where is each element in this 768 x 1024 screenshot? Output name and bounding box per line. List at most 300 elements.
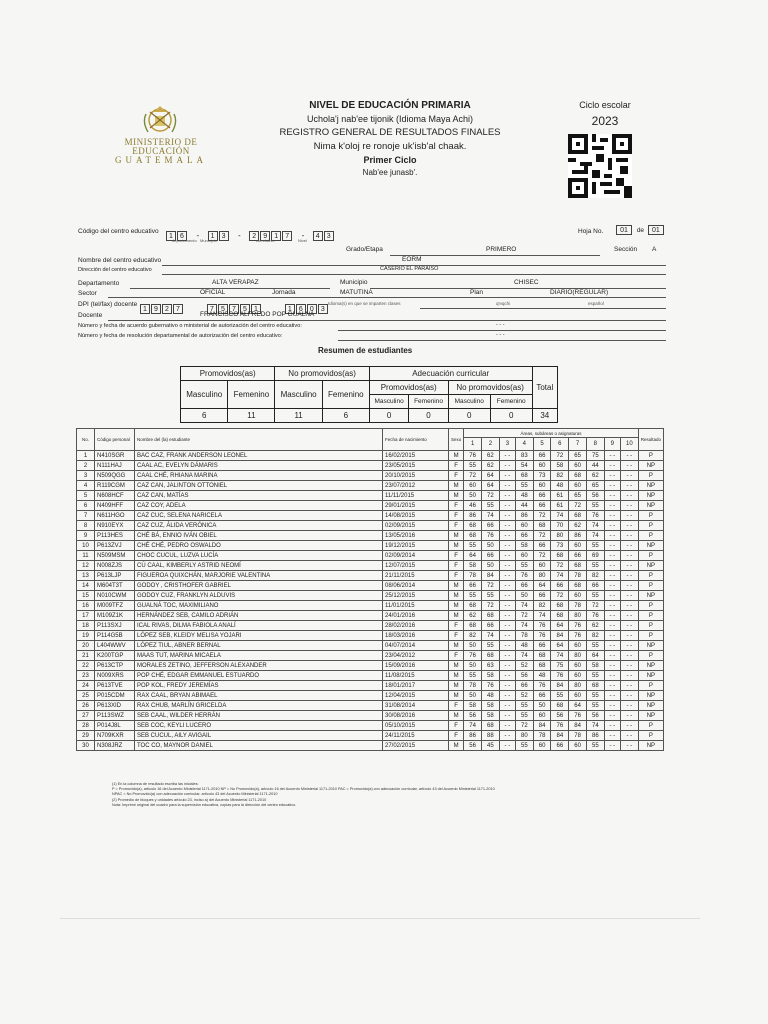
table-cell: 56 [586, 491, 604, 501]
table-cell: 48 [515, 491, 533, 501]
table-cell: 15 [77, 591, 95, 601]
table-cell: P015CDM [95, 691, 135, 701]
table-cell: M [449, 711, 464, 721]
jornada-value: MATUTINA [340, 289, 373, 296]
table-cell: - - [499, 471, 515, 481]
table-cell: 21/11/2015 [383, 571, 449, 581]
table-cell: 84 [551, 731, 569, 741]
table-cell: - - [604, 491, 620, 501]
table-cell: M604T3T [95, 581, 135, 591]
table-cell: N308JRZ [95, 741, 135, 751]
table-cell: 48 [551, 481, 569, 491]
table-cell: 62 [586, 471, 604, 481]
table-cell: - - [604, 651, 620, 661]
table-row [77, 471, 664, 481]
table-cell: M [449, 531, 464, 541]
table-cell: 74 [515, 651, 533, 661]
table-cell: 76 [569, 621, 587, 631]
table-cell: 16/02/2015 [383, 451, 449, 461]
table-cell: 74 [551, 571, 569, 581]
table-cell: 50 [533, 701, 551, 711]
table-cell: - - [620, 541, 638, 551]
table-cell: F [449, 561, 464, 571]
table-cell: P113SWZ [95, 711, 135, 721]
table-cell: 72 [551, 561, 569, 571]
table-cell: 68 [515, 471, 533, 481]
table-cell: 62 [586, 621, 604, 631]
table-cell: M [449, 491, 464, 501]
header-ciclo-maya: Nab'ee junasb'. [362, 168, 418, 177]
table-cell: - - [604, 451, 620, 461]
table-cell: - - [499, 631, 515, 641]
table-cell: 76 [533, 681, 551, 691]
table-cell: - - [499, 531, 515, 541]
table-cell: 55 [515, 561, 533, 571]
table-cell: - - [604, 701, 620, 711]
table-cell: R119CGM [95, 481, 135, 491]
table-cell: 66 [551, 741, 569, 751]
table-cell: 68 [551, 611, 569, 621]
table-cell: - - [620, 491, 638, 501]
table-cell: GODOY , CRISTHOFER GABRIEL [135, 581, 383, 591]
table-cell: - - [499, 691, 515, 701]
table-cell: 66 [586, 581, 604, 591]
table-cell: - - [499, 501, 515, 511]
table-cell: 61 [551, 491, 569, 501]
table-cell: 55 [586, 541, 604, 551]
table-cell: 70 [551, 521, 569, 531]
table-cell: 68 [569, 511, 587, 521]
table-row [77, 681, 664, 691]
table-cell: - - [620, 661, 638, 671]
table-row [77, 561, 664, 571]
table-row [77, 731, 664, 741]
table-cell: NP [638, 541, 663, 551]
table-cell: - - [620, 631, 638, 641]
table-cell: 28/02/2016 [383, 621, 449, 631]
table-cell: N910EYX [95, 521, 135, 531]
table-cell: - - [604, 621, 620, 631]
table-cell: 88 [482, 731, 500, 741]
table-cell: 16 [77, 601, 95, 611]
table-cell: 75 [586, 451, 604, 461]
table-cell: 68 [569, 471, 587, 481]
table-row [77, 671, 664, 681]
table-cell: 55 [515, 481, 533, 491]
table-cell: 68 [533, 521, 551, 531]
table-cell: - - [499, 521, 515, 531]
table-cell: 60 [533, 561, 551, 571]
table-cell: LÓPEZ SEB, KLEIDY MELISA YOJARI [135, 631, 383, 641]
table-cell: 76 [551, 721, 569, 731]
table-cell: - - [604, 591, 620, 601]
table-cell: N509MSM [95, 551, 135, 561]
table-cell: 56 [551, 711, 569, 721]
table-cell: - - [620, 711, 638, 721]
table-cell: 58 [464, 701, 482, 711]
table-cell: 02/09/2014 [383, 551, 449, 561]
table-cell: 44 [515, 501, 533, 511]
table-cell: N009XRS [95, 671, 135, 681]
table-cell: - - [620, 571, 638, 581]
table-cell: 3 [77, 471, 95, 481]
table-cell: 10 [77, 541, 95, 551]
area-column-header: 2 [482, 438, 500, 451]
table-row [77, 741, 664, 751]
table-cell: F [449, 511, 464, 521]
table-cell: 27 [77, 711, 95, 721]
table-cell: NP [638, 501, 663, 511]
table-cell: FIGUEROA QUIXCHÁN, MARJORIE VALENTINA [135, 571, 383, 581]
table-cell: N611HGO [95, 511, 135, 521]
table-cell: 80 [533, 571, 551, 581]
table-cell: 21 [77, 651, 95, 661]
table-cell: 55 [586, 701, 604, 711]
table-cell: 55 [586, 501, 604, 511]
table-cell: M [449, 451, 464, 461]
table-cell: 55 [515, 741, 533, 751]
table-cell: NP [638, 461, 663, 471]
table-cell: F [449, 471, 464, 481]
table-cell: 60 [533, 481, 551, 491]
table-cell: 82 [586, 571, 604, 581]
table-cell: 22 [77, 661, 95, 671]
table-cell: - - [604, 511, 620, 521]
table-cell: N410SGR [95, 451, 135, 461]
table-cell: - - [499, 741, 515, 751]
table-cell: M [449, 581, 464, 591]
table-cell: 29 [77, 731, 95, 741]
table-row [77, 591, 664, 601]
table-cell: 76 [482, 681, 500, 691]
table-cell: P [638, 471, 663, 481]
table-cell: 82 [464, 631, 482, 641]
table-cell: 18/01/2017 [383, 681, 449, 691]
table-cell: 20/10/2015 [383, 471, 449, 481]
table-cell: CAZ CUZ, ÁLIDA VERÓNICA [135, 521, 383, 531]
table-cell: 84 [482, 571, 500, 581]
table-row [77, 661, 664, 671]
table-cell: 66 [551, 581, 569, 591]
table-cell: CÚ CAAL, KIMBERLY ASTRID NEOMÍ [135, 561, 383, 571]
table-cell: 64 [586, 651, 604, 661]
table-cell: 61 [551, 501, 569, 511]
centro-value: EORM [402, 256, 422, 263]
table-cell: CHÉ CHÉ, PEDRO OSWALDO [135, 541, 383, 551]
table-cell: 58 [482, 711, 500, 721]
ciclo-escolar: Ciclo escolar 2023 [560, 100, 650, 128]
table-cell: P [638, 551, 663, 561]
area-column-header: 1 [464, 438, 482, 451]
table-cell: 68 [551, 601, 569, 611]
table-cell: CAZ CUC, SELENA NARICELA [135, 511, 383, 521]
table-cell: 72 [482, 581, 500, 591]
table-cell: - - [499, 451, 515, 461]
table-cell: 6 [77, 501, 95, 511]
table-cell: 25 [77, 691, 95, 701]
table-cell: - - [499, 611, 515, 621]
table-cell: 12/07/2015 [383, 561, 449, 571]
table-cell: F [449, 651, 464, 661]
table-cell: 7 [77, 511, 95, 521]
table-cell: 15/09/2016 [383, 661, 449, 671]
table-cell: 50 [482, 541, 500, 551]
table-cell: 72 [515, 611, 533, 621]
table-cell: 50 [464, 641, 482, 651]
table-cell: P [638, 451, 663, 461]
docente-value: FRANCISCO ALFREDO POP GUALNÁ [200, 311, 315, 318]
table-cell: 76 [464, 451, 482, 461]
table-cell: - - [620, 451, 638, 461]
table-row [77, 551, 664, 561]
table-row [77, 451, 664, 461]
table-cell: 68 [482, 611, 500, 621]
codigo-boxes: 1 6 - 1 3 - 2 9 1 7 - 4 3 [166, 225, 335, 243]
table-cell: GUALNÁ TOC, MAXIMILIANO [135, 601, 383, 611]
table-cell: - - [604, 601, 620, 611]
table-cell: 19 [77, 631, 95, 641]
table-cell: 82 [551, 471, 569, 481]
table-cell: 60 [515, 521, 533, 531]
table-cell: N409HFF [95, 501, 135, 511]
table-cell: 4 [77, 481, 95, 491]
table-cell: 86 [515, 511, 533, 521]
table-cell: - - [620, 551, 638, 561]
table-cell: - - [620, 511, 638, 521]
table-cell: 56 [586, 711, 604, 721]
table-cell: 64 [482, 481, 500, 491]
resumen-table: Promovidos(as) No promovidos(as) Adecuación curricular Total Masculino Femenino Masculino Femenino Promovidos(as) No promovidos(as) Masculino Femenino Masculino Femenino 6 11 11 6 0 0 0 0 34 [180, 366, 558, 423]
table-cell: - - [620, 671, 638, 681]
table-cell: 78 [515, 631, 533, 641]
area-column-header: 10 [620, 438, 638, 451]
table-cell: P [638, 601, 663, 611]
table-cell: 19/12/2015 [383, 541, 449, 551]
table-cell: 55 [464, 461, 482, 471]
table-cell: - - [499, 581, 515, 591]
table-cell: 56 [464, 711, 482, 721]
table-cell: - - [620, 501, 638, 511]
municipio-value: CHISEC [514, 279, 539, 286]
table-cell: - - [620, 601, 638, 611]
table-cell: M [449, 541, 464, 551]
table-cell: NP [638, 661, 663, 671]
table-cell: - - [604, 691, 620, 701]
table-cell: 60 [569, 661, 587, 671]
table-cell: P [638, 621, 663, 631]
table-cell: - - [604, 731, 620, 741]
table-cell: 72 [533, 551, 551, 561]
table-row [77, 511, 664, 521]
table-cell: 55 [515, 701, 533, 711]
table-cell: NP [638, 591, 663, 601]
table-cell: P613TVE [95, 681, 135, 691]
table-cell: - - [620, 621, 638, 631]
table-row [77, 701, 664, 711]
table-cell: 68 [464, 521, 482, 531]
table-cell: 23/05/2015 [383, 461, 449, 471]
table-cell: 84 [551, 631, 569, 641]
table-cell: CHÉ BÁ, ENNIO IVÁN OBIEL [135, 531, 383, 541]
table-cell: 72 [482, 601, 500, 611]
table-cell: - - [604, 741, 620, 751]
table-cell: 11 [77, 551, 95, 561]
table-cell: M [449, 681, 464, 691]
table-row [77, 721, 664, 731]
table-cell: K200TGP [95, 651, 135, 661]
table-row [77, 461, 664, 471]
table-cell: 78 [569, 571, 587, 581]
table-cell: N509QGG [95, 471, 135, 481]
table-cell: 68 [464, 531, 482, 541]
table-cell: TOC CO, MAYNOR DANIEL [135, 741, 383, 751]
table-cell: 60 [569, 671, 587, 681]
table-cell: 24 [77, 681, 95, 691]
table-cell: - - [499, 601, 515, 611]
table-cell: 50 [482, 561, 500, 571]
table-cell: - - [620, 651, 638, 661]
table-cell: 76 [551, 671, 569, 681]
table-cell: F [449, 461, 464, 471]
table-cell: 83 [515, 451, 533, 461]
table-cell: 46 [464, 501, 482, 511]
table-cell: 60 [569, 591, 587, 601]
table-cell: 75 [551, 661, 569, 671]
table-cell: - - [604, 541, 620, 551]
table-cell: - - [499, 621, 515, 631]
table-cell: 27/02/2015 [383, 741, 449, 751]
table-cell: 74 [515, 601, 533, 611]
table-cell: - - [604, 581, 620, 591]
table-cell: 9 [77, 531, 95, 541]
table-cell: F [449, 631, 464, 641]
table-cell: 08/06/2014 [383, 581, 449, 591]
table-row [77, 711, 664, 721]
qr-code-icon [568, 134, 632, 198]
table-cell: 56 [515, 671, 533, 681]
table-cell: 55 [515, 711, 533, 721]
table-cell: P [638, 651, 663, 661]
table-cell: - - [604, 561, 620, 571]
table-cell: 76 [533, 621, 551, 631]
table-row [77, 481, 664, 491]
header-title: NIVEL DE EDUCACIÓN PRIMARIA [309, 100, 471, 111]
table-cell: 31/08/2014 [383, 701, 449, 711]
table-cell: - - [499, 491, 515, 501]
table-cell: - - [620, 461, 638, 471]
table-cell: 86 [569, 531, 587, 541]
table-cell: 55 [464, 671, 482, 681]
direccion-value: CASERIO EL PARAISO [380, 266, 439, 272]
table-cell: 66 [533, 641, 551, 651]
table-cell: 58 [482, 701, 500, 711]
table-cell: RAX CHUB, MARLÍN GRICELDA [135, 701, 383, 711]
table-cell: 18 [77, 621, 95, 631]
table-cell: - - [620, 581, 638, 591]
table-row [77, 571, 664, 581]
table-cell: 24/11/2015 [383, 731, 449, 741]
table-row [77, 621, 664, 631]
table-cell: CAAL AC, EVELYN DÁMARIS [135, 461, 383, 471]
table-cell: 82 [586, 631, 604, 641]
table-cell: 68 [533, 661, 551, 671]
table-cell: 64 [533, 581, 551, 591]
table-cell: 55 [464, 591, 482, 601]
table-cell: F [449, 731, 464, 741]
table-cell: 58 [482, 671, 500, 681]
table-cell: F [449, 551, 464, 561]
table-cell: 30 [77, 741, 95, 751]
table-cell: M009TFZ [95, 601, 135, 611]
table-cell: P [638, 681, 663, 691]
table-cell: F [449, 571, 464, 581]
table-cell: - - [499, 561, 515, 571]
students-table: No. Código personal Nombre del (la) estudiante Fecha de nacimiento Sexo Áreas, subáreas o asignaturas Resultado 1 2 3 4 5 6 7 8 9 10 1 N410SGR BAC CAZ, FRANK ANDERSON LEONEL 16/02/2015 M 76 62 - - 83 66 72 65 75 - - - - P 2 N111HAJ CAAL AC, EVELYN DÁMARIS 23/05/2015 F 55 62 - - 54 60 58 60 44 - - - - NP 3 N509QGG CAAL CHÉ, RHIANA MARINA 20/10/2015 F 72 64 - - 68 73 82 68 62 - - - - P 4 R119CGM CAZ CAN, JALINTON OTTONIEL 23/07/2012 M 60 64 - - 55 60 48 60 65 - - - - NP 5 N608HCF CAZ CAN, MATÍAS 11/11/2015 M 50 72 - - 48 66 61 65 56 - - - - NP 6 N409HFF CAZ COY, ADELA 29/01/2015 F 46 55 - - 44 66 61 72 55 - - - - NP 7 N611HGO CAZ CUC, SELENA NARICELA 14/08/2015 F 86 74 - - 86 72 74 68 76 - - - - P 8 N910EYX CAZ CUZ, ÁLIDA VERÓNICA 02/09/2015 F 68 66 - - 60 68 70 62 74 - - - - P 9 P113HES CHÉ BÁ, ENNIO IVÁN OBIEL 13/05/2016 M 68 76 - - 66 72 80 86 74 - - - - P 10 P613ZVJ CHÉ CHÉ, PEDRO OSWALDO 19/12/2015 M 55 50 - - 58 66 73 60 55 - - - - NP 11 N509MSM CHOC CUCUL, LUZVA LUCÍA 02/09/2014 F 64 66 - - 60 72 68 66 69 - - - - P 12 N008ZJS CÚ CAAL, KIMBERLY ASTRID NEOMÍ 12/07/2015 F 58 50 - - 55 60 72 68 55 - - - - NP 13 P613LJP FIGUEROA QUIXCHÁN, MARJORIE VALENTINA 21/11/2015 F 78 84 - - 76 80 74 78 82 - - - - P 14 M604T3T GODOY , CRISTHOFER GABRIEL 08/06/2014 M 66 72 - - 66 64 66 68 66 - - - - P 15 N010CWM GODOY CUZ, FRANKLYN ALDUVIS 25/12/2015 M 55 55 - - 50 66 72 60 55 - - - - NP 16 M009TFZ GUALNÁ TOC, MAXIMILIANO 11/01/2015 M 68 72 - - 74 82 68 78 72 - - - - P 17 M109Z1K HERNÁNDEZ SEB, CAMILO ADRIÁN 24/01/2016 M 62 68 - - 72 74 68 80 76 - - - - P 18 P113SXJ ICAL RIVAS, DILMA FABIOLA ANALÍ 28/02/2016 F 68 66 - - 74 76 64 76 62 - - - - P 19 P114G5B LÓPEZ SEB, KLEIDY MELISA YOJARI 18/03/2016 F 82 74 - - 78 76 84 76 82 - - - - P 20 L404WWV LÓPEZ TIUL, ABNER BERNAL 04/07/2014 M 50 55 - - 48 66 64 60 55 - - - - NP 21 K200TGP MAAS TUT, MARINA MICAELA 23/04/2012 F 76 68 - - 74 68 74 80 64 - - - - P 22 P613CTP MORALES ZETINO, JEFFERSON ALEXANDER 15/09/2016 M 50 63 - - 52 68 75 60 58 - - - - NP 23 N009XRS POP CHÉ, EDGAR EMMANUEL ESTUARDO 11/08/2015 M 55 58 - - 56 48 76 60 55 - - - - NP 24 P613TVE POP KOL, FREDY JEREMÍAS 18/01/2017 M 78 76 - - 66 76 84 80 68 - - - - P 25 P015CDM RAX CAAL, BRYAN ABIMAEL 12/04/2015 M 50 48 - - 52 66 55 60 55 - - - - NP 26 P613XID RAX CHUB, MARLÍN GRICELDA 31/08/2014 F 58 58 - - 55 50 68 64 55 - - - - NP 27 P113SWZ SEB CAAL, WILDER HERRÁN 30/08/2016 M 56 58 - - 55 60 56 76 56 - - - - NP 28 P014J8L SEB COC, KEYLI LUCERO 05/10/2015 F 74 68 - - 72 84 76 84 74 - - - - P 29 N709KXR SEB CUCUL, AILY AVIGAIL 24/11/2015 F 86 88 - - 80 78 84 78 86 - - - - P 30 N308JRZ TOC CO, MAYNOR DANIEL 27/02/2015 M 56 45 - - 55 60 66 60 55 - - - - NP [76, 428, 664, 751]
table-cell: 80 [515, 731, 533, 741]
table-cell: CHOC CUCUL, LUZVA LUCÍA [135, 551, 383, 561]
table-cell: 72 [551, 591, 569, 601]
table-cell: P [638, 611, 663, 621]
table-row [77, 611, 664, 621]
table-cell: 55 [482, 641, 500, 651]
hoja-number: 01 de 01 [616, 225, 665, 235]
table-cell: N010CWM [95, 591, 135, 601]
table-cell: 86 [464, 731, 482, 741]
table-cell: - - [620, 611, 638, 621]
table-cell: - - [604, 521, 620, 531]
table-cell: 64 [464, 551, 482, 561]
table-cell: 80 [569, 651, 587, 661]
table-cell: - - [620, 731, 638, 741]
table-cell: 60 [533, 711, 551, 721]
area-column-header: 9 [604, 438, 620, 451]
table-cell: 64 [482, 471, 500, 481]
plan-value: DIARIO(REGULAR) [550, 289, 609, 296]
table-cell: RAX CAAL, BRYAN ABIMAEL [135, 691, 383, 701]
table-cell: 78 [569, 731, 587, 741]
table-row [77, 581, 664, 591]
table-cell: 58 [515, 541, 533, 551]
table-cell: - - [499, 701, 515, 711]
table-cell: NP [638, 561, 663, 571]
area-column-header: 3 [499, 438, 515, 451]
table-cell: 14 [77, 581, 95, 591]
table-cell: - - [499, 651, 515, 661]
table-cell: - - [499, 481, 515, 491]
table-cell: M [449, 671, 464, 681]
table-cell: 60 [569, 741, 587, 751]
table-cell: N608HCF [95, 491, 135, 501]
table-cell: 84 [533, 721, 551, 731]
table-cell: - - [499, 591, 515, 601]
table-cell: 12/04/2015 [383, 691, 449, 701]
table-cell: 55 [464, 541, 482, 551]
table-cell: P [638, 721, 663, 731]
table-cell: 76 [533, 631, 551, 641]
dpi-boxes: 1 9 2 7 7 5 7 5 1 1 6 0 3 [140, 298, 329, 316]
table-cell: 68 [482, 651, 500, 661]
table-cell: 55 [586, 641, 604, 651]
table-cell: 48 [515, 641, 533, 651]
table-cell: 68 [569, 581, 587, 591]
table-cell: 11/08/2015 [383, 671, 449, 681]
table-cell: 76 [464, 651, 482, 661]
table-cell: 58 [586, 661, 604, 671]
table-cell: 55 [482, 501, 500, 511]
table-cell: 52 [515, 691, 533, 701]
table-cell: 78 [533, 731, 551, 741]
table-cell: - - [620, 561, 638, 571]
